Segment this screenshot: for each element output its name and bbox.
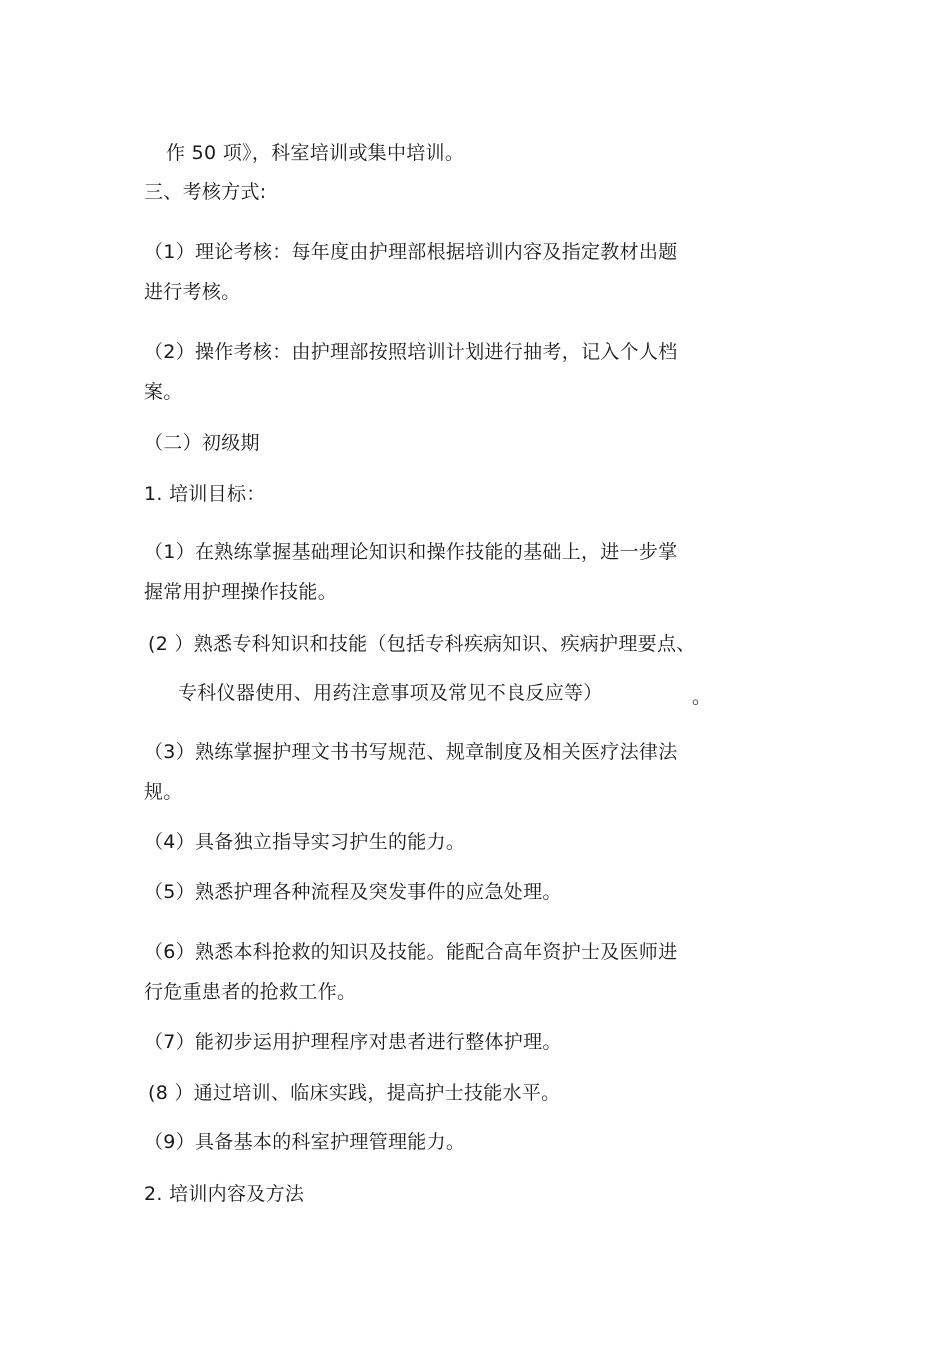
- text-line: （9）具备基本的科室护理管理能力。: [144, 1131, 466, 1153]
- text-line: （6）熟悉本科抢救的知识及技能。能配合高年资护士及医师进: [144, 941, 678, 963]
- text-line: (8 ）通过培训、临床实践，提高护士技能水平。: [148, 1082, 561, 1104]
- text-line: （1）在熟练掌握基础理论知识和操作技能的基础上，进一步掌: [144, 541, 678, 563]
- text-line-end-mark: 。: [692, 686, 712, 708]
- section-heading: 三、考核方式:: [144, 181, 267, 203]
- text-line: （5）熟悉护理各种流程及突发事件的应急处理。: [144, 881, 562, 903]
- text-line: （2）操作考核：由护理部按照培训计划进行抽考，记入个人档: [144, 341, 678, 363]
- text-line: 专科仪器使用、用药注意事项及常见不良反应等）: [178, 682, 603, 704]
- section-heading: 2. 培训内容及方法: [144, 1183, 305, 1205]
- text-line: 握常用护理操作技能。: [144, 581, 338, 603]
- section-heading: （二）初级期: [144, 432, 260, 454]
- text-line: （7）能初步运用护理程序对患者进行整体护理。: [144, 1031, 562, 1053]
- text-line: 作 50 项》，科室培训或集中培训。: [166, 142, 465, 164]
- text-line: 行危重患者的抢救工作。: [144, 981, 357, 1003]
- text-line: （4）具备独立指导实习护生的能力。: [144, 831, 466, 853]
- text-line: （3）熟练掌握护理文书书写规范、规章制度及相关医疗法律法: [144, 741, 678, 763]
- text-line: （1）理论考核：每年度由护理部根据培训内容及指定教材出题: [144, 241, 678, 263]
- section-heading: 1. 培训目标：: [144, 483, 266, 505]
- text-line: (2 ）熟悉专科知识和技能（包括专科疾病知识、疾病护理要点、: [148, 633, 696, 655]
- text-line: 进行考核。: [144, 281, 241, 303]
- text-line: 案。: [144, 381, 183, 403]
- text-line: 规。: [144, 781, 183, 803]
